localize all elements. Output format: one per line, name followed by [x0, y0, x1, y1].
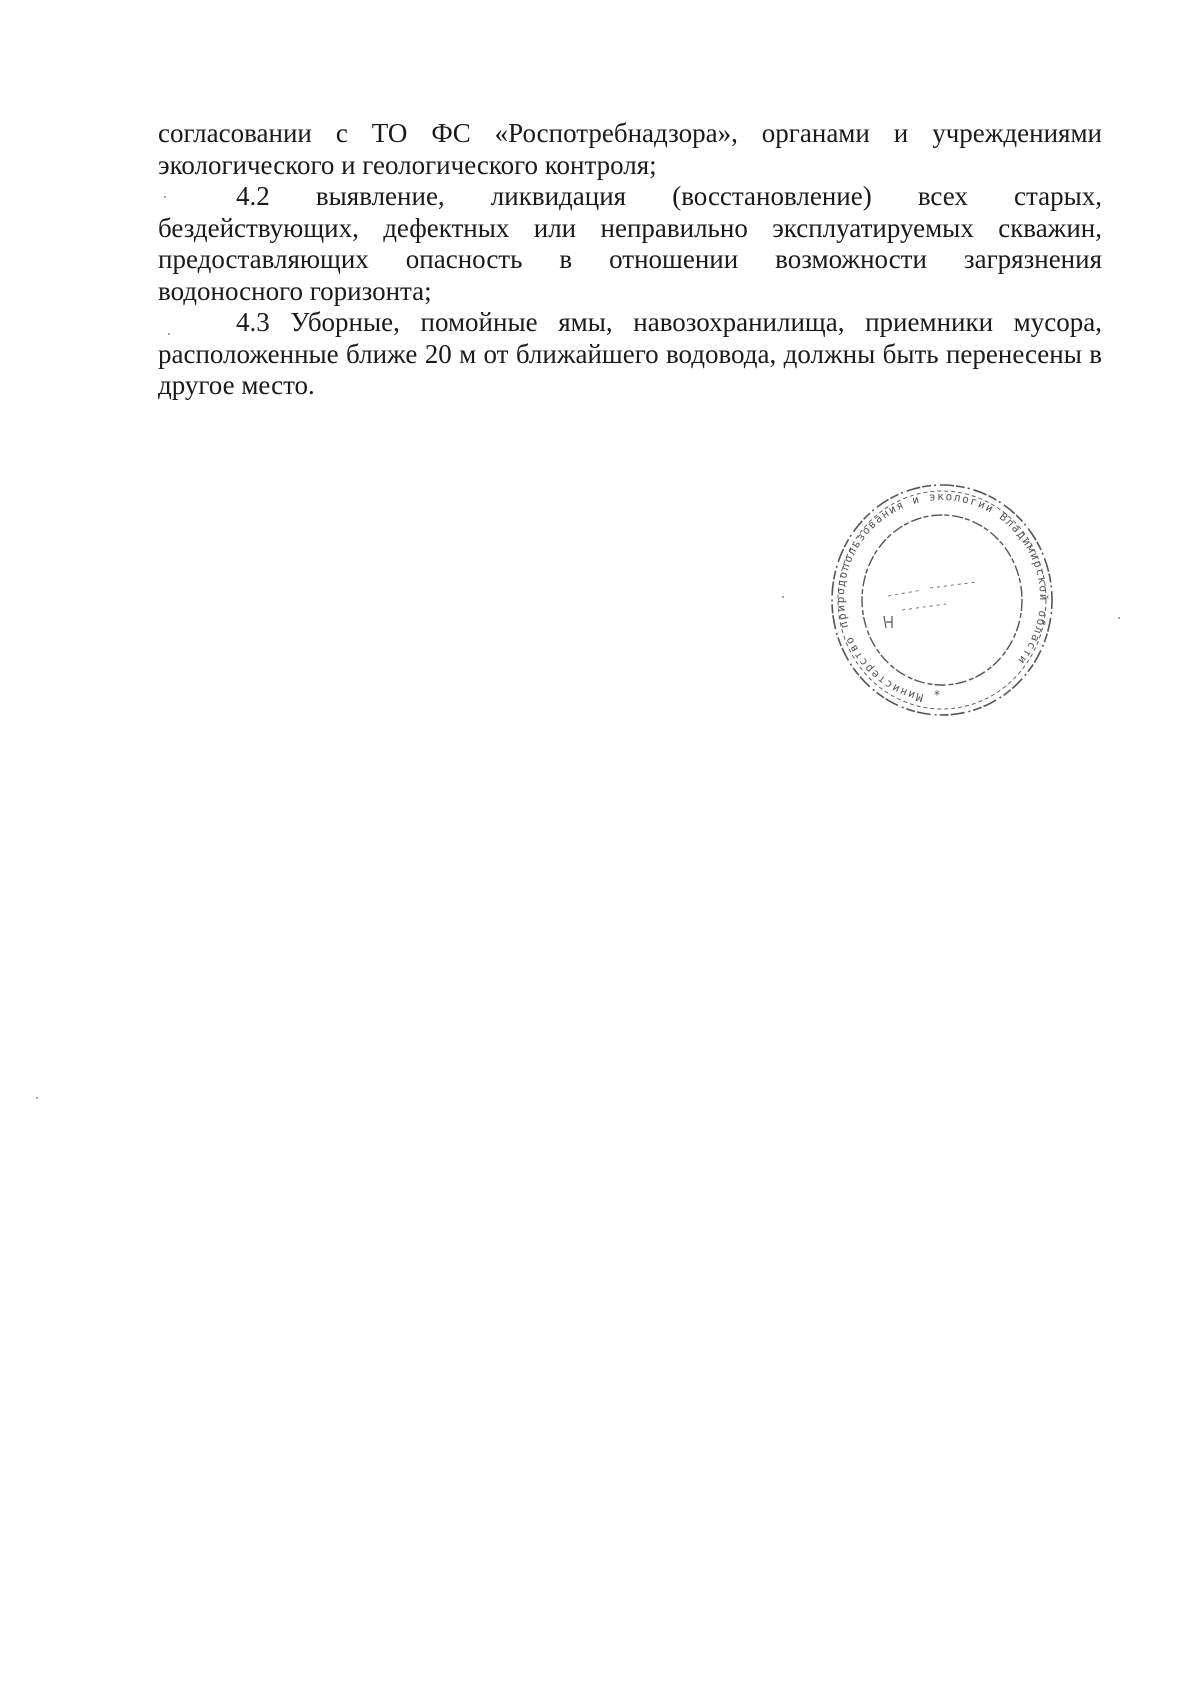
- scan-speck: [36, 1097, 38, 1099]
- paragraph-item-4-3: 4.3 Уборные, помойные ямы, навозохранилища, приемники мусора, расположенные ближе 20 м от ближайшего водовода, должны быть перенесены в другое место.: [158, 307, 1102, 400]
- scan-speck: [168, 333, 170, 335]
- paragraph-item-4-2: 4.2 выявление, ликвидация (восстановление) всех старых, бездействующих, дефектных или неправильно эксплуатируемых скважин, предоставляющих опасность в отношении возможности загрязнения водоносного горизонта;: [158, 181, 1102, 306]
- svg-text:*: *: [934, 688, 940, 702]
- seal-text: Министерство природопользования и экологии Владимирской области: [834, 489, 1051, 705]
- document-body: [158, 118, 1102, 402]
- paragraph-continuation: согласовании с ТО ФС «Роспотребнадзора», органами и учреждениями экологического и геологического контроля;: [158, 118, 1102, 180]
- official-seal: [826, 478, 1058, 724]
- scan-speck: [782, 596, 784, 598]
- scan-speck: [164, 196, 166, 198]
- scan-speck: [1118, 617, 1120, 619]
